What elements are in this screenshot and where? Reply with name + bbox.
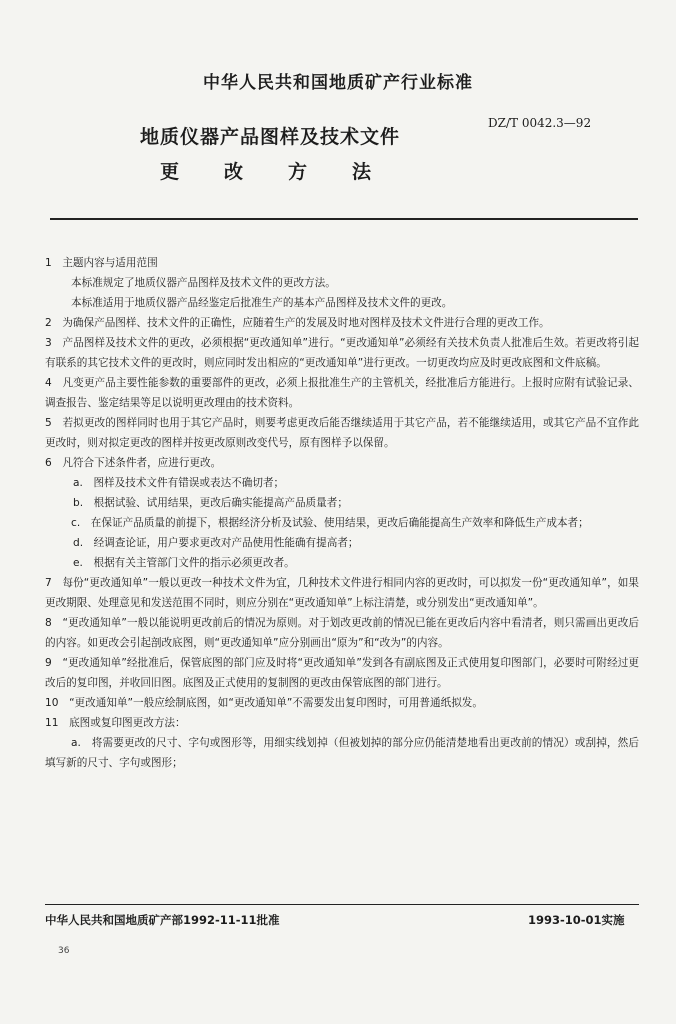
list-item: b. 根据试验、试用结果，更改后确实能提高产品质量者；	[73, 497, 348, 509]
document-subtitle: 更改方法	[160, 161, 417, 183]
document-title: 地质仪器产品图样及技术文件	[140, 126, 401, 148]
list-item: a. 图样及技术文件有错误或表达不确切者；	[73, 477, 285, 489]
paragraph: 本标准适用于地质仪器产品经鉴定后批准生产的基本产品图样及技术文件的更改。	[71, 297, 453, 309]
paragraph: 11 底图或复印图更改方法：	[45, 717, 186, 729]
standard-header: 中华人民共和国地质矿产行业标准	[203, 73, 473, 93]
standard-code: DZ/T 0042.3—92	[488, 116, 592, 130]
footer-rule	[45, 904, 639, 905]
paragraph: 2 为确保产品图样、技术文件的正确性，应随着生产的发展及时地对图样及技术文件进行合理的更改工作。	[45, 317, 550, 329]
approval-date: 中华人民共和国地质矿产部1992-11-11批准	[45, 913, 280, 927]
list-item: e. 根据有关主管部门文件的指示必须更改者。	[73, 557, 295, 569]
page-number: 36	[58, 946, 70, 956]
paragraph: 4 凡变更产品主要性能参数的重要部件的更改，必须上报批准生产的主管机关，经批准后方能进行。上报时应附有试验记录、调查报告、鉴定结果等足以说明更改理由的技术资料。	[45, 377, 639, 409]
document-body	[45, 253, 639, 773]
effective-date: 1993-10-01实施	[528, 913, 625, 927]
paragraph: 6 凡符合下述条件者，应进行更改。	[45, 457, 222, 469]
list-item: c. 在保证产品质量的前提下，根据经济分析及试验、使用结果，更改后确能提高生产效率和降低生产成本者；	[71, 517, 589, 529]
paragraph: 10 “更改通知单”一般应绘制底图，如“更改通知单”不需要发出复印图时，可用普通纸拟发。	[45, 697, 483, 709]
paragraph: 5 若拟更改的图样同时也用于其它产品时，则要考虑更改后能否继续适用于其它产品，若不能继续适用，或其它产品不宜作此更改时，则对拟定更改的图样并按更改原则改变代号，原有图样予以保留。	[45, 417, 639, 449]
paragraph: 9 “更改通知单”经批准后，保管底图的部门应及时将“更改通知单”发到各有副底图及正式使用复印图部门，必要时可附经过更改后的复印图，并收回旧图。底图及正式使用的复制图的更改由保管底图的部门进行。	[45, 657, 639, 689]
list-item: d. 经调查论证，用户要求更改对产品使用性能确有提高者；	[73, 537, 359, 549]
paragraph: 7 每份“更改通知单”一般以更改一种技术文件为宜，几种技术文件进行相同内容的更改时，可以拟发一份“更改通知单”，如果更改期限、处理意见和发送范围不同时，则应分别在“更改通知单”上标注清楚，或分别发出“更改通知单”。	[45, 577, 639, 609]
paragraph: 3 产品图样及技术文件的更改，必须根据“更改通知单”进行。“更改通知单”必须经有关技术负责人批准后生效。若更改将引起有联系的其它技术文件的更改时，则应同时发出相应的“更改通知单”进行更改。一切更改均应及时更改底图和文件底稿。	[45, 337, 639, 369]
paragraph: 8 “更改通知单”一般以能说明更改前后的情况为原则。对于划改更改前的情况已能在更改后内容中看清者，则只需画出更改后的内容。如更改会引起剖改底图，则“更改通知单”应分别画出“原为”和“改为”的内容。	[45, 617, 639, 649]
list-item: a. 将需要更改的尺寸、字句或图形等，用细实线划掉（但被划掉的部分应仍能清楚地看出更改前的情况）或刮掉，然后填写新的尺寸、字句或图形；	[45, 737, 639, 769]
section-heading: 1 主题内容与适用范围	[45, 257, 158, 269]
header-rule	[50, 218, 638, 220]
paragraph: 本标准规定了地质仪器产品图样及技术文件的更改方法。	[71, 277, 336, 289]
